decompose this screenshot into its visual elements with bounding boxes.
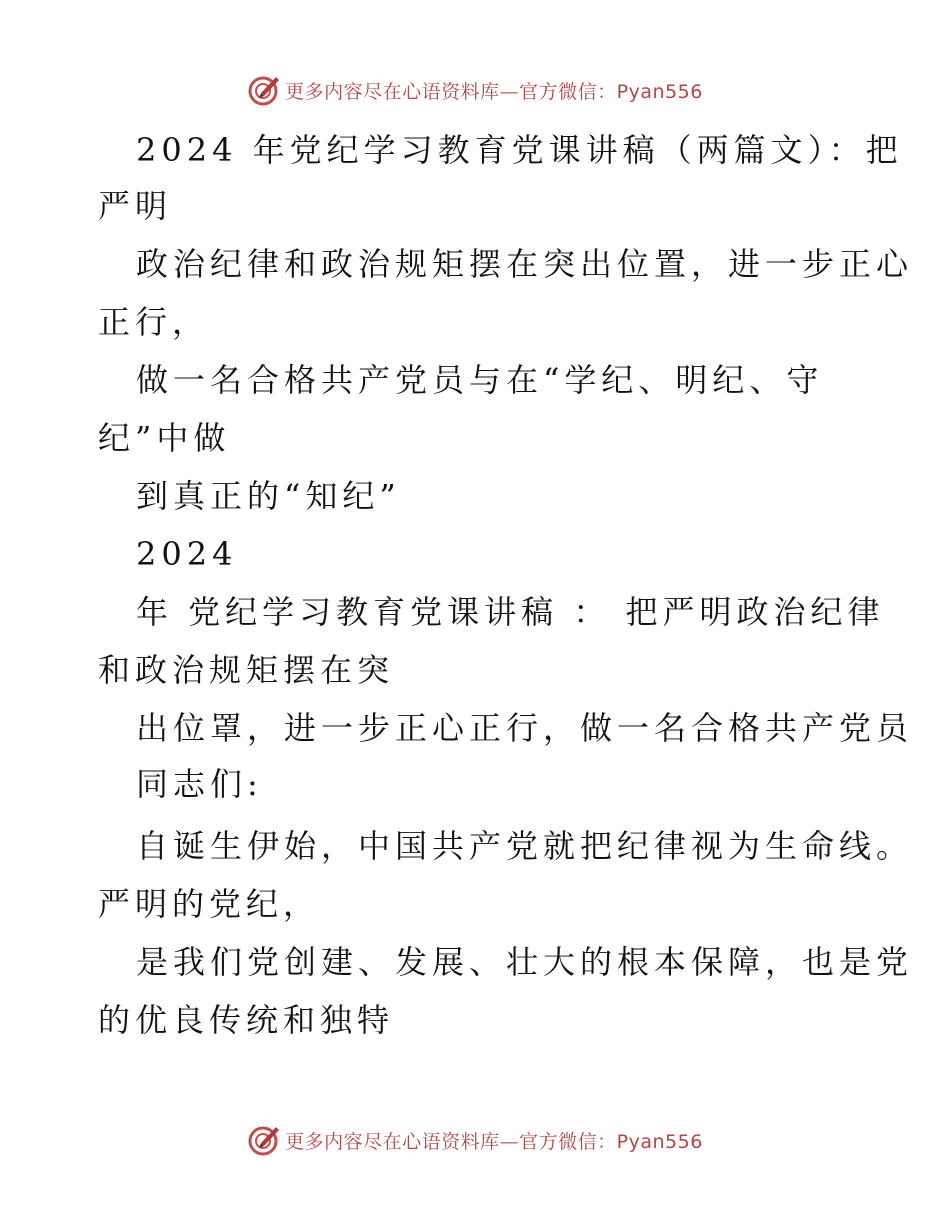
footer-watermark [0,1120,950,1160]
title-line-5: 做一名合格共产党员与在“学纪、明纪、守 [136,361,824,399]
title-line-4: 正行， [98,303,210,341]
paragraph-line-2: 严明的党纪， [98,885,321,923]
subtitle-line-3: 和政治规矩摆在突 [98,651,395,689]
pen-logo-icon [247,73,281,107]
title-line-7: 到真正的“知纪” [136,477,401,515]
paragraph-line-4: 的优良传统和独特 [98,1001,395,1039]
header-watermark [0,70,950,110]
subtitle-line-4: 出位罩，进一步正心正行，做一名合格共产党员 [136,709,914,747]
subtitle-line-2: 年 党纪学习教育党课讲稿 ： 把严明政治纪律 [136,593,885,631]
pen-logo-icon [247,1123,281,1157]
salutation: 同志们: [136,765,263,803]
watermark-text: 更多内容尽在心语资料库—官方微信：Pyan556 [285,1130,703,1153]
paragraph-line-3: 是我们党创建、发展、壮大的根本保障，也是党 [136,943,914,981]
paragraph-line-1: 自诞生伊始，中国共产党就把纪律视为生命线。 [136,827,914,865]
subtitle-line-1: 2024 [136,535,238,573]
title-line-6: 纪”中做 [98,419,231,457]
watermark-text: 更多内容尽在心语资料库—官方微信：Pyan556 [285,80,703,103]
title-line-1: 2024 年党纪学习教育党课讲稿（两篇文）：把 [136,131,903,169]
title-line-3: 政治纪律和政治规矩摆在突出位置，进一步正心 [136,245,914,283]
title-line-2: 严明 [98,187,173,225]
